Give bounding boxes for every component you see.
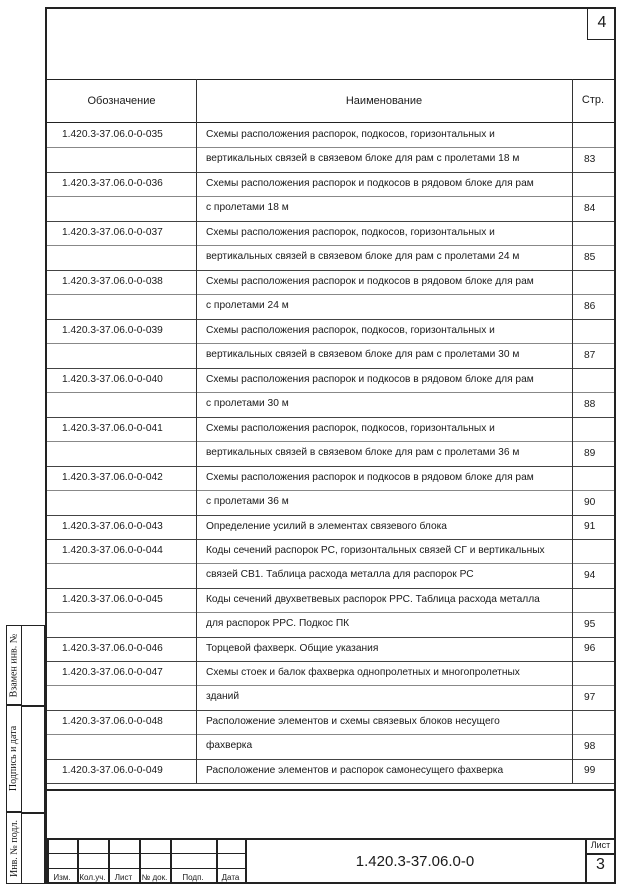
header-designation-label: Обозначение [87, 95, 156, 107]
row-title-line2: вертикальных связей в связевом блоке для рам с пролетами 18 м [206, 153, 520, 164]
sheet-label: Лист [590, 840, 611, 850]
header-designation [47, 79, 196, 123]
row-rule [47, 783, 614, 784]
row-rule [47, 172, 614, 173]
row-page: 86 [584, 301, 596, 312]
row-title-line2: с пролетами 30 м [206, 398, 289, 409]
row-inner-rule [47, 245, 614, 246]
row-code: 1.420.3-37.06.0-0-035 [62, 129, 163, 140]
row-title-line1: Схемы расположения распорок, подкосов, горизонтальных и [206, 423, 495, 434]
row-inner-rule [47, 490, 614, 491]
stamp-label: Изм. [53, 873, 71, 882]
row-title-line1: Схемы расположения распорок, подкосов, горизонтальных и [206, 227, 495, 238]
row-code: 1.420.3-37.06.0-0-045 [62, 594, 163, 605]
row-rule [47, 515, 614, 516]
sheet-divider [585, 838, 587, 884]
row-page: 91 [584, 521, 596, 532]
row-page: 97 [584, 692, 596, 703]
row-page: 85 [584, 252, 596, 263]
row-inner-rule [47, 734, 614, 735]
row-rule [47, 588, 614, 589]
stamp-label: № док. [141, 873, 168, 882]
row-inner-rule [47, 294, 614, 295]
row-title-line2: для распорок РРС. Подкос ПК [206, 618, 350, 629]
row-rule [47, 710, 614, 711]
row-rule [47, 270, 614, 271]
row-rule [47, 637, 614, 638]
row-code: 1.420.3-37.06.0-0-038 [62, 276, 163, 287]
row-title-line2: вертикальных связей в связевом блоке для рам с пролетами 36 м [206, 447, 520, 458]
row-code: 1.420.3-37.06.0-0-037 [62, 227, 163, 238]
header-name-label: Наименование [345, 95, 423, 107]
row-title-line1: Коды сечений распорок РС, горизонтальных связей СГ и вертикальных [206, 545, 545, 556]
row-title-line1: Схемы стоек и балок фахверка однопролетных и многопролетных [206, 667, 520, 678]
row-title-line2: с пролетами 18 м [206, 202, 289, 213]
row-code: 1.420.3-37.06.0-0-040 [62, 374, 163, 385]
sidebar-sign-label: Подпись и дата [8, 725, 20, 792]
row-code: 1.420.3-37.06.0-0-036 [62, 178, 163, 189]
stamp-row-rule [47, 868, 245, 869]
row-title-line2: вертикальных связей в связевом блоке для рам с пролетами 30 м [206, 349, 520, 360]
header-page-label: Стр. [581, 94, 605, 106]
row-page: 83 [584, 154, 596, 165]
row-inner-rule [47, 563, 614, 564]
row-inner-rule [47, 441, 614, 442]
column-rule [196, 79, 197, 783]
row-page: 96 [584, 643, 596, 654]
row-code: 1.420.3-37.06.0-0-048 [62, 716, 163, 727]
sheet-number: 3 [596, 856, 605, 873]
sheet-divider [585, 853, 616, 855]
stamp-label: Кол.уч. [79, 873, 106, 882]
sidebar-divider [22, 812, 45, 814]
stamp-label: Дата [221, 873, 240, 882]
row-code: 1.420.3-37.06.0-0-049 [62, 765, 163, 776]
sidebar-value-column [22, 625, 45, 884]
row-title-line1: Определение усилий в элементах связевого блока [206, 521, 447, 532]
row-title-line2: фахверка [206, 740, 253, 751]
row-title-line2: вертикальных связей в связевом блоке для рам с пролетами 24 м [206, 251, 520, 262]
row-title-line1: Схемы расположения распорок и подкосов в рядовом блоке для рам [206, 374, 534, 385]
row-rule [47, 539, 614, 540]
row-code: 1.420.3-37.06.0-0-047 [62, 667, 163, 678]
row-rule [47, 759, 614, 760]
row-rule [47, 661, 614, 662]
row-title-line1: Расположение элементов и схемы связевых блоков несущего [206, 716, 500, 727]
row-rule [47, 368, 614, 369]
row-title-line1: Коды сечений двухветвевых распорок РРС. Таблица расхода металла [206, 594, 540, 605]
row-title-line2: связей СВ1. Таблица расхода металла для распорок РС [206, 569, 474, 580]
stamp-label: Подп. [182, 873, 204, 882]
row-rule [47, 466, 614, 467]
sidebar-divider [22, 705, 45, 707]
row-code: 1.420.3-37.06.0-0-044 [62, 545, 163, 556]
sidebar-inv-number [6, 812, 22, 884]
row-code: 1.420.3-37.06.0-0-043 [62, 521, 163, 532]
row-code: 1.420.3-37.06.0-0-039 [62, 325, 163, 336]
row-page: 90 [584, 497, 596, 508]
page-number: 4 [587, 7, 616, 40]
row-page: 99 [584, 765, 596, 776]
row-page: 94 [584, 570, 596, 581]
row-inner-rule [47, 196, 614, 197]
row-title-line1: Расположение элементов и распорок самонесущего фахверка [206, 765, 504, 776]
sidebar-inv-label: Инв. № подл. [8, 819, 20, 877]
row-rule [47, 319, 614, 320]
header-page [572, 79, 614, 123]
row-page: 84 [584, 203, 596, 214]
row-title-line1: Схемы расположения распорок и подкосов в рядовом блоке для рам [206, 276, 534, 287]
table-bottom-rule [47, 789, 614, 791]
row-code: 1.420.3-37.06.0-0-042 [62, 472, 163, 483]
row-rule [47, 221, 614, 222]
row-title-line2: с пролетами 36 м [206, 496, 289, 507]
row-title-line1: Схемы расположения распорок и подкосов в рядовом блоке для рам [206, 178, 534, 189]
sidebar-sign-date [6, 705, 22, 812]
row-title-line1: Схемы расположения распорок, подкосов, горизонтальных и [206, 129, 495, 140]
row-inner-rule [47, 343, 614, 344]
row-title-line1: Схемы расположения распорок и подкосов в рядовом блоке для рам [206, 472, 534, 483]
row-page: 88 [584, 399, 596, 410]
document-code: 1.420.3-37.06.0-0 [355, 852, 475, 870]
row-title-line1: Торцевой фахверк. Общие указания [206, 643, 379, 654]
stamp-label: Лист [114, 873, 133, 882]
row-code: 1.420.3-37.06.0-0-041 [62, 423, 163, 434]
row-inner-rule [47, 612, 614, 613]
row-page: 89 [584, 448, 596, 459]
column-rule [572, 79, 573, 783]
row-title-line2: с пролетами 24 м [206, 300, 289, 311]
row-page: 87 [584, 350, 596, 361]
row-title-line2: зданий [206, 691, 240, 702]
stamp-row-rule [47, 853, 245, 854]
row-page: 95 [584, 619, 596, 630]
row-inner-rule [47, 392, 614, 393]
header-name [196, 79, 572, 123]
row-inner-rule [47, 685, 614, 686]
sidebar-replace-label: Взамен инв. № [8, 633, 20, 697]
sidebar-replace-inv [6, 625, 22, 705]
row-inner-rule [47, 147, 614, 148]
row-title-line1: Схемы расположения распорок, подкосов, горизонтальных и [206, 325, 495, 336]
row-page: 98 [584, 741, 596, 752]
row-rule [47, 417, 614, 418]
row-code: 1.420.3-37.06.0-0-046 [62, 643, 163, 654]
